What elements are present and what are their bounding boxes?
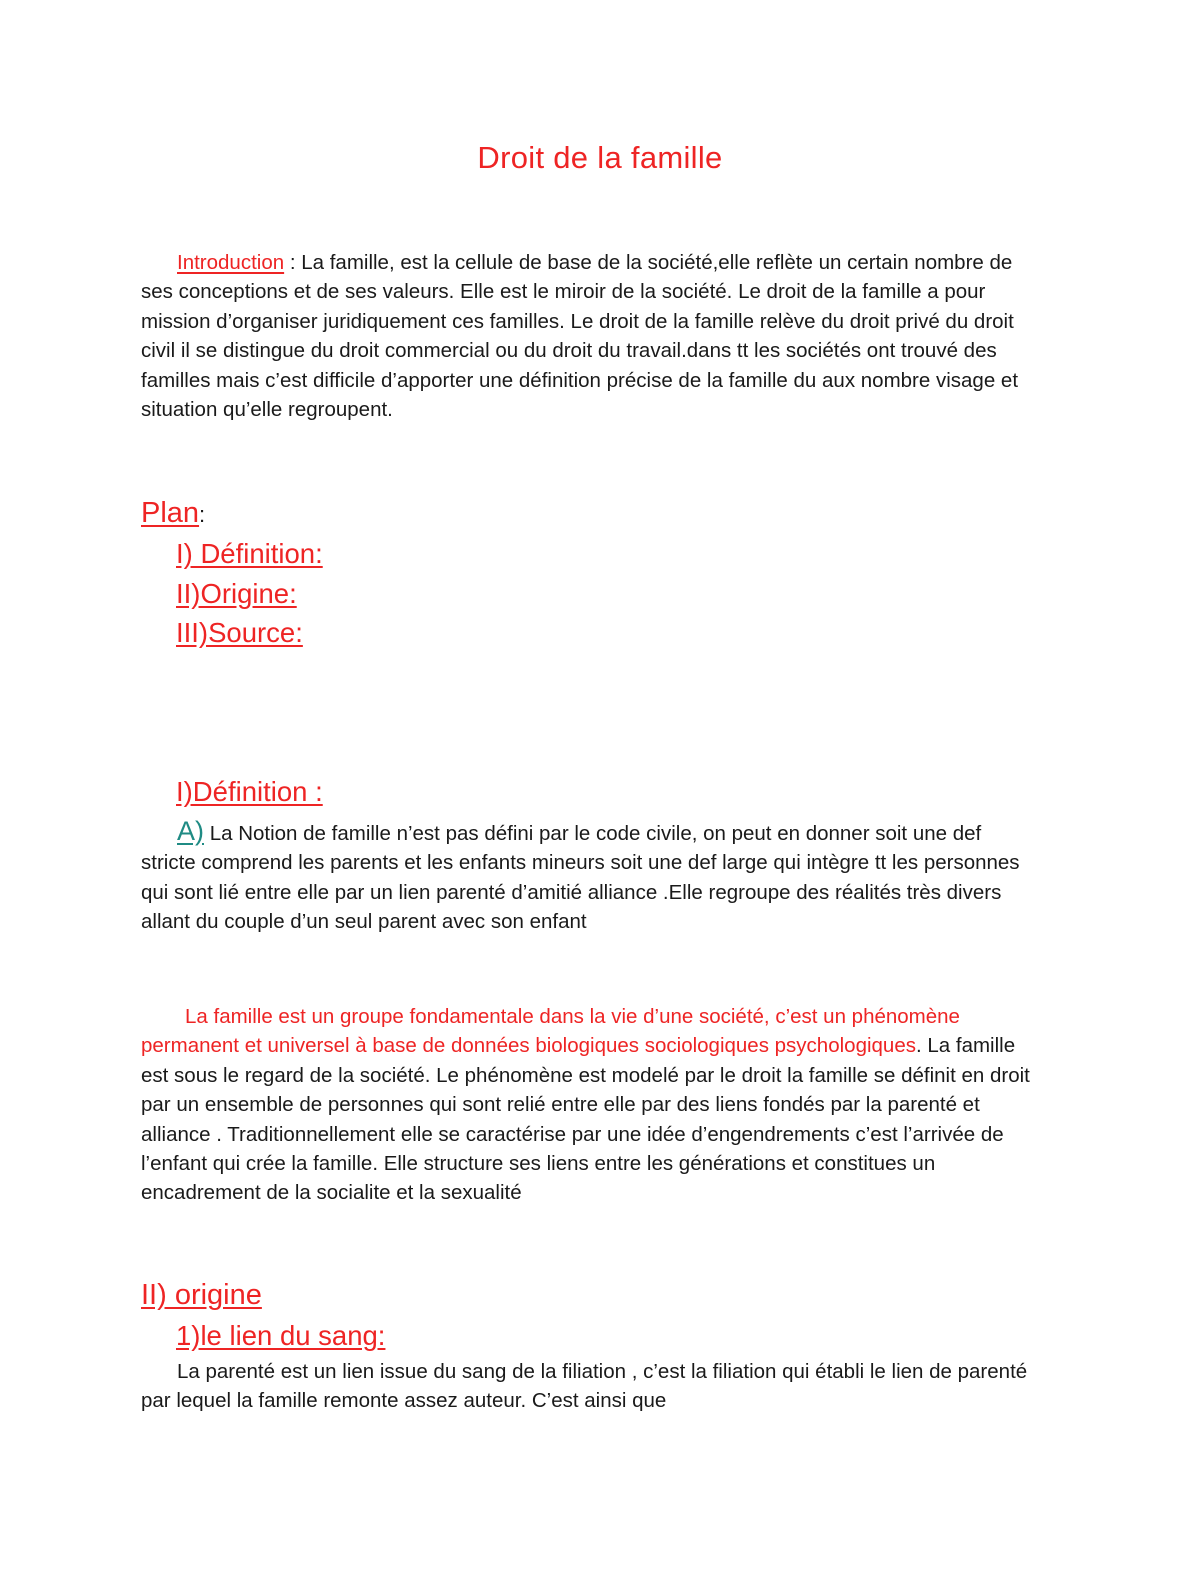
- document-title: Droit de la famille: [477, 140, 723, 175]
- plan-heading: [141, 497, 205, 530]
- famille-paragraph: [141, 1002, 1041, 1208]
- plan-item-origine: II)Origine:: [176, 578, 297, 609]
- famille-continuation: . La famille est sous le regard de la société. Le phénomène est modelé par le droit la famille se définit en droit par un ensemble de personnes qui sont relié entre elle par des liens fondés par la parenté et alliance . Traditionnellement elle se caractérise par une idée d’engendrements c’est l’arrivée de l’enfant qui crée la famille. Elle structure ses liens entre les générations et constitues un encadrement de la socialite et la sexualité: [141, 1034, 1030, 1205]
- lien-du-sang-subheading: 1)le lien du sang:: [176, 1320, 386, 1351]
- definition-text: La Notion de famille n’est pas défini par le code civile, on peut en donner soit une def stricte comprend les parents et les enfants mineurs soit une def large qui intègre tt les personnes qui sont lié entre elle par un lien parenté d’amitié alliance .Elle regroupe des réalités très divers allant du couple d’un seul parent avec son enfant: [141, 822, 1020, 934]
- introduction-label: Introduction: [177, 251, 285, 274]
- plan-label: Plan: [141, 497, 200, 529]
- introduction-paragraph: [141, 248, 1041, 424]
- plan-item-definition: I) Définition:: [176, 538, 323, 569]
- famille-red-text: La famille est un groupe fondamentale dans la vie d’une société, c’est un phénomène permanent et universel à base de données biologiques sociologiques psychologiques: [141, 1005, 960, 1058]
- introduction-text: La famille, est la cellule de base de la société,elle reflète un certain nombre de ses conceptions et de ses valeurs. Elle est le miroir de la société. Le droit de la famille a pour mission d’organiser juridiquement ces familles. Le droit de la famille relève du droit privé du droit civil il se distingue du droit commercial ou du droit du travail.dans tt les sociétés ont trouvé des familles mais c’est difficile d’apporter une définition précise de la famille du aux nombre visage et situation qu’elle regroupent.: [141, 251, 1019, 422]
- origine-paragraph: [141, 1357, 1041, 1416]
- definition-heading: I)Définition :: [176, 776, 323, 807]
- definition-paragraph: [141, 817, 1041, 937]
- plan-colon: :: [199, 502, 206, 527]
- origine-heading: II) origine: [141, 1279, 262, 1311]
- introduction-separator: :: [284, 251, 296, 274]
- definition-marker: A): [177, 816, 204, 846]
- origine-text: La parenté est un lien issue du sang de la filiation , c’est la filiation qui établi le lien de parenté par lequel la famille remonte assez auteur. C’est ainsi que: [141, 1360, 1028, 1413]
- plan-item-source: III)Source:: [176, 617, 303, 648]
